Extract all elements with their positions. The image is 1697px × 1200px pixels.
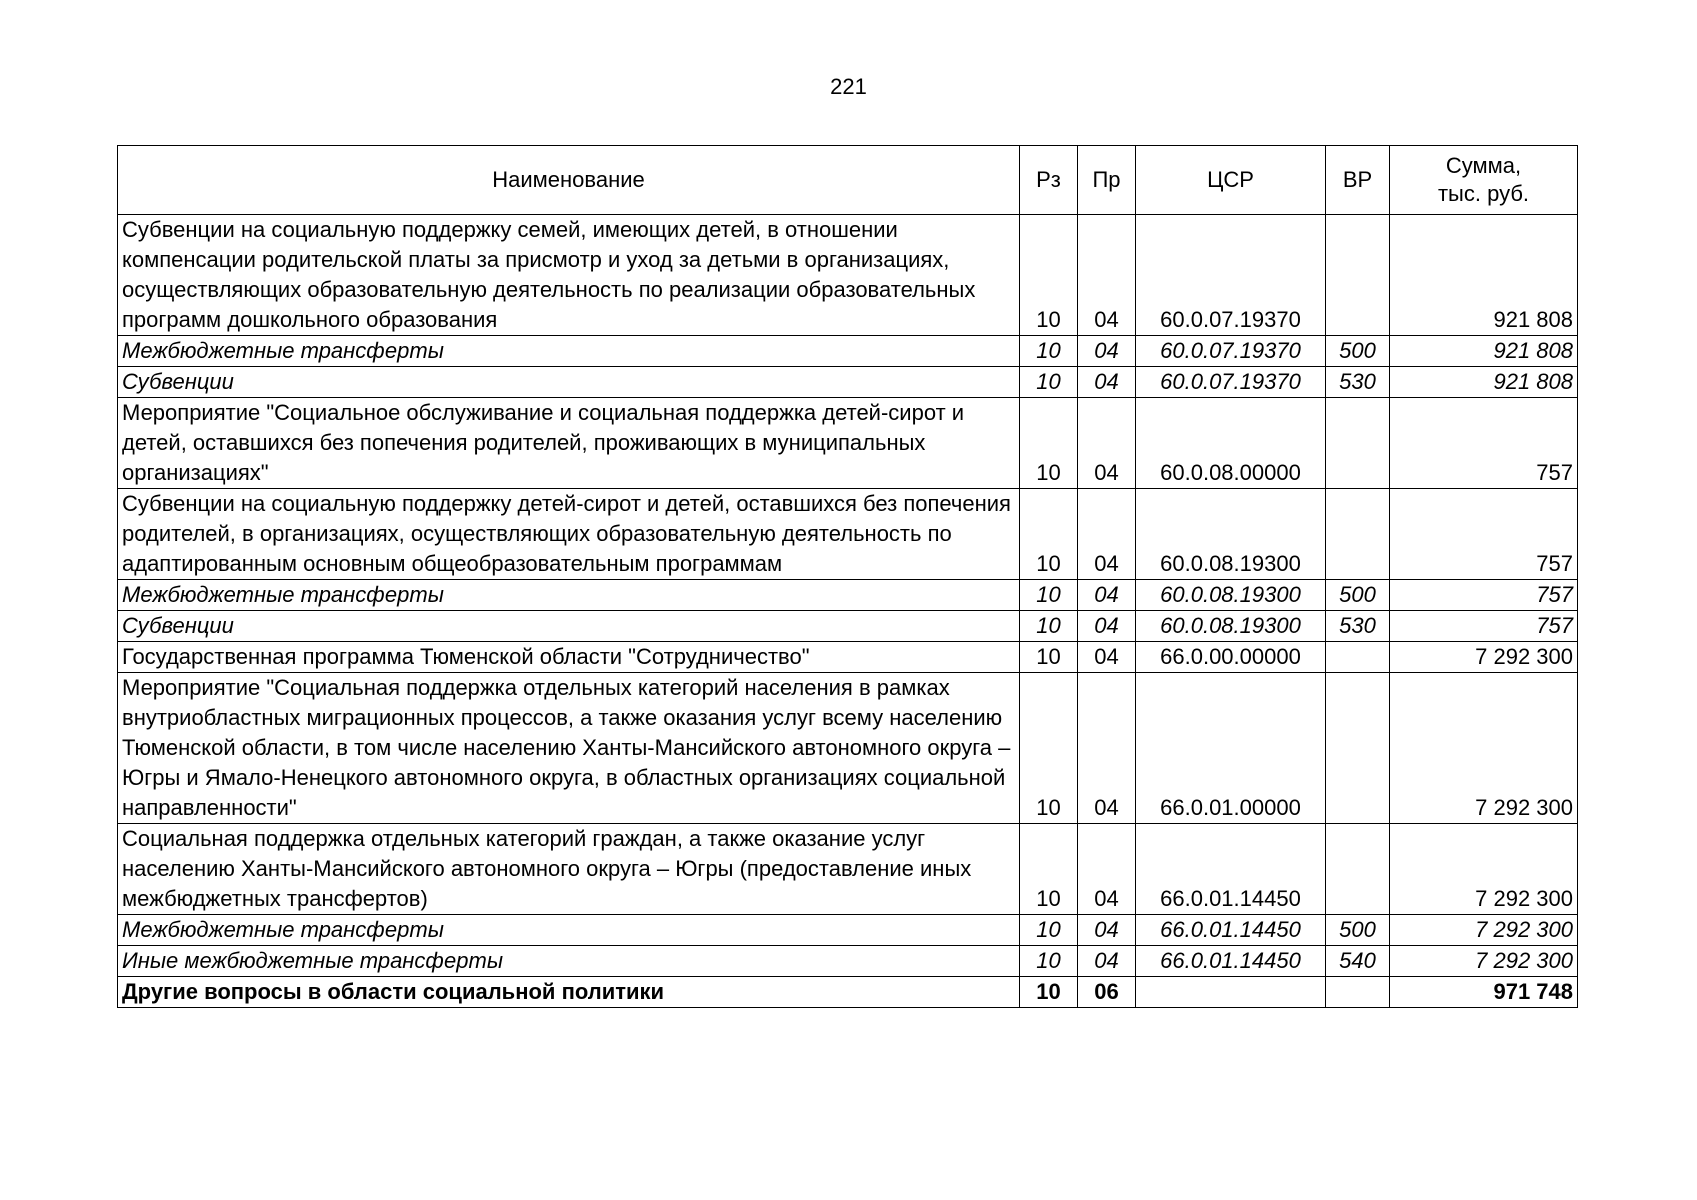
row-name: Мероприятие "Социальная поддержка отдельных категорий населения в рамках внутриобластных миграционных процессов, а также оказания услуг всему населению Тюменской области, в том числе населению Ханты-Мансийского автономного округа – Югры и Ямало-Ненецкого автономного округа, в областных организациях социальной направленности" <box>118 673 1020 824</box>
row-name: Субвенции <box>118 611 1020 642</box>
row-sum: 7 292 300 <box>1390 915 1578 946</box>
table-row <box>118 580 1578 611</box>
row-csr: 60.0.08.19300 <box>1136 580 1326 611</box>
row-pr: 04 <box>1078 398 1136 489</box>
row-pr: 04 <box>1078 580 1136 611</box>
row-name: Субвенции <box>118 367 1020 398</box>
row-rz: 10 <box>1020 824 1078 915</box>
row-name: Иные межбюджетные трансферты <box>118 946 1020 977</box>
row-rz: 10 <box>1020 215 1078 336</box>
header-sum-line1: Сумма, <box>1445 153 1522 178</box>
row-pr: 06 <box>1078 977 1136 1008</box>
table-row <box>118 367 1578 398</box>
row-pr: 04 <box>1078 915 1136 946</box>
row-csr: 66.0.01.14450 <box>1136 824 1326 915</box>
table-row <box>118 489 1578 580</box>
row-rz: 10 <box>1020 489 1078 580</box>
row-vr: 530 <box>1326 611 1390 642</box>
row-vr <box>1326 489 1390 580</box>
table-row <box>118 642 1578 673</box>
row-pr: 04 <box>1078 673 1136 824</box>
row-pr: 04 <box>1078 946 1136 977</box>
row-sum: 757 <box>1390 489 1578 580</box>
row-sum: 757 <box>1390 580 1578 611</box>
row-name: Субвенции на социальную поддержку детей-сирот и детей, оставшихся без попечения родителей, в организациях, осуществляющих образовательную деятельность по адаптированным основным общеобразовательным программам <box>118 489 1020 580</box>
table-row <box>118 673 1578 824</box>
row-sum: 757 <box>1390 611 1578 642</box>
row-pr: 04 <box>1078 824 1136 915</box>
table-row <box>118 824 1578 915</box>
row-vr <box>1326 215 1390 336</box>
row-vr: 500 <box>1326 336 1390 367</box>
row-sum: 921 808 <box>1390 336 1578 367</box>
row-vr <box>1326 398 1390 489</box>
row-vr <box>1326 642 1390 673</box>
row-rz: 10 <box>1020 673 1078 824</box>
row-name: Межбюджетные трансферты <box>118 580 1020 611</box>
row-rz: 10 <box>1020 398 1078 489</box>
header-sum <box>1390 146 1578 215</box>
row-sum: 921 808 <box>1390 367 1578 398</box>
row-rz: 10 <box>1020 580 1078 611</box>
row-vr <box>1326 824 1390 915</box>
row-rz: 10 <box>1020 367 1078 398</box>
header-sum-line2: тыс. руб. <box>1437 181 1530 206</box>
row-rz: 10 <box>1020 336 1078 367</box>
row-rz: 10 <box>1020 611 1078 642</box>
row-csr: 60.0.08.19300 <box>1136 489 1326 580</box>
row-sum: 7 292 300 <box>1390 673 1578 824</box>
row-vr: 500 <box>1326 915 1390 946</box>
table-header-row <box>118 146 1578 215</box>
table-row <box>118 915 1578 946</box>
row-name: Субвенции на социальную поддержку семей, имеющих детей, в отношении компенсации родительской платы за присмотр и уход за детьми в организациях, осуществляющих образовательную деятельность по реализации образовательных программ дошкольного образования <box>118 215 1020 336</box>
row-csr: 66.0.01.14450 <box>1136 946 1326 977</box>
header-name: Наименование <box>118 146 1020 215</box>
row-sum: 971 748 <box>1390 977 1578 1008</box>
budget-table <box>117 145 1578 1008</box>
row-csr: 60.0.07.19370 <box>1136 336 1326 367</box>
row-csr: 66.0.01.14450 <box>1136 915 1326 946</box>
page-number: 221 <box>830 74 867 99</box>
row-pr: 04 <box>1078 336 1136 367</box>
row-vr: 530 <box>1326 367 1390 398</box>
row-pr: 04 <box>1078 611 1136 642</box>
table-row <box>118 946 1578 977</box>
row-sum: 757 <box>1390 398 1578 489</box>
row-vr: 540 <box>1326 946 1390 977</box>
row-name: Межбюджетные трансферты <box>118 336 1020 367</box>
row-csr: 60.0.08.19300 <box>1136 611 1326 642</box>
row-pr: 04 <box>1078 489 1136 580</box>
header-csr: ЦСР <box>1136 146 1326 215</box>
row-name: Межбюджетные трансферты <box>118 915 1020 946</box>
table-row <box>118 215 1578 336</box>
row-csr: 60.0.07.19370 <box>1136 367 1326 398</box>
row-vr: 500 <box>1326 580 1390 611</box>
row-pr: 04 <box>1078 642 1136 673</box>
row-pr: 04 <box>1078 367 1136 398</box>
table-row <box>118 611 1578 642</box>
row-csr: 66.0.00.00000 <box>1136 642 1326 673</box>
row-sum: 7 292 300 <box>1390 946 1578 977</box>
row-csr: 66.0.01.00000 <box>1136 673 1326 824</box>
row-rz: 10 <box>1020 642 1078 673</box>
header-rz: Рз <box>1020 146 1078 215</box>
row-vr <box>1326 977 1390 1008</box>
table-row <box>118 336 1578 367</box>
row-name: Государственная программа Тюменской области "Сотрудничество" <box>118 642 1020 673</box>
row-rz: 10 <box>1020 946 1078 977</box>
table-row <box>118 977 1578 1008</box>
row-csr <box>1136 977 1326 1008</box>
row-rz: 10 <box>1020 915 1078 946</box>
header-pr: Пр <box>1078 146 1136 215</box>
row-csr: 60.0.08.00000 <box>1136 398 1326 489</box>
row-vr <box>1326 673 1390 824</box>
row-name: Мероприятие "Социальное обслуживание и социальная поддержка детей-сирот и детей, оставшихся без попечения родителей, проживающих в муниципальных организациях" <box>118 398 1020 489</box>
row-csr: 60.0.07.19370 <box>1136 215 1326 336</box>
row-sum: 7 292 300 <box>1390 642 1578 673</box>
table-row <box>118 398 1578 489</box>
row-pr: 04 <box>1078 215 1136 336</box>
header-vr: ВР <box>1326 146 1390 215</box>
row-rz: 10 <box>1020 977 1078 1008</box>
row-sum: 7 292 300 <box>1390 824 1578 915</box>
row-sum: 921 808 <box>1390 215 1578 336</box>
row-name: Другие вопросы в области социальной политики <box>118 977 1020 1008</box>
row-name: Социальная поддержка отдельных категорий граждан, а также оказание услуг населению Ханты-Мансийского автономного округа – Югры (предоставление иных межбюджетных трансфертов) <box>118 824 1020 915</box>
